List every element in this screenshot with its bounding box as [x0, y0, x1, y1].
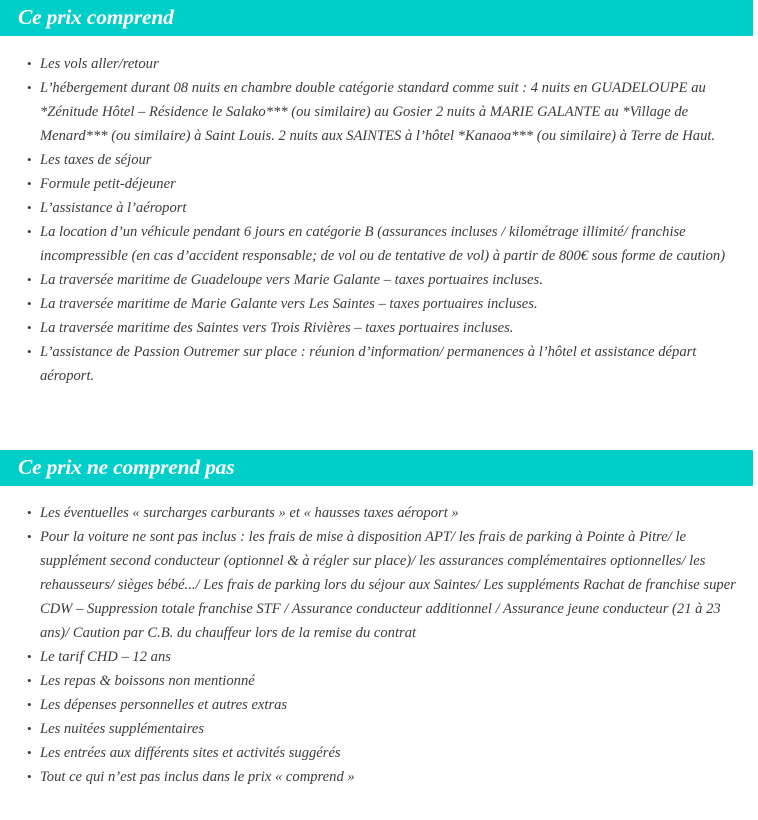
section-header-excluded: [0, 450, 753, 486]
spacer-above-included-list: [0, 36, 758, 52]
list-item: • Tout ce qui n’est pas inclus dans le prix « comprend »: [0, 765, 758, 789]
list-item: • L’assistance à l’aéroport: [0, 196, 758, 220]
list-item: • La traversée maritime de Marie Galante vers Les Saintes – taxes portuaires incluses.: [0, 292, 758, 316]
section-title-excluded: Ce prix ne comprend pas: [18, 455, 235, 479]
included-list: [0, 52, 758, 388]
section-body-included: [0, 52, 758, 388]
spacer-above-excluded-list: [0, 486, 758, 501]
list-item: • Les taxes de séjour: [0, 148, 758, 172]
section-body-excluded: [0, 501, 758, 789]
list-item: • L’hébergement durant 08 nuits en chambre double catégorie standard comme suit : 4 nuits en GUADELOUPE au *Zénitude Hôtel – Résidence le Salako*** (ou similaire) au Gosier 2 nuits à MARIE GALANTE au *Village de Menard*** (ou similaire) à Saint Louis. 2 nuits aux SAINTES à l’hôtel *Kanaoa*** (ou similaire) à Terre de Haut.: [0, 76, 758, 148]
section-title-included: Ce prix comprend: [18, 5, 174, 29]
list-item: • Les nuitées supplémentaires: [0, 717, 758, 741]
list-item: • Formule petit-déjeuner: [0, 172, 758, 196]
list-item: • La location d’un véhicule pendant 6 jours en catégorie B (assurances incluses / kilométrage illimité/ franchise incompressible (en cas d’accident responsable; de vol ou de tentative de vol) à partir de 800€ sous forme de caution): [0, 220, 758, 268]
list-item: • Pour la voiture ne sont pas inclus : les frais de mise à disposition APT/ les frais de parking à Pointe à Pitre/ le supplément second conducteur (optionnel & à régler sur place)/ les assurances complémentaires optionnelles/ les rehausseurs/ sièges bébé.../ Les frais de parking lors du séjour aux Saintes/ Les suppléments Rachat de franchise super CDW – Suppression totale franchise STF / Assurance conducteur additionnel / Assurance jeune conducteur (21 à 23 ans)/ Caution par C.B. du chauffeur lors de la remise du contrat: [0, 525, 758, 645]
list-item: • Le tarif CHD – 12 ans: [0, 645, 758, 669]
excluded-list: [0, 501, 758, 789]
list-item: • Les repas & boissons non mentionné: [0, 669, 758, 693]
list-item: • La traversée maritime de Guadeloupe vers Marie Galante – taxes portuaires incluses.: [0, 268, 758, 292]
list-item: • La traversée maritime des Saintes vers Trois Rivières – taxes portuaires incluses.: [0, 316, 758, 340]
list-item: • L’assistance de Passion Outremer sur place : réunion d’information/ permanences à l’hôtel et assistance départ aéroport.: [0, 340, 758, 388]
list-item: • Les entrées aux différents sites et activités suggérés: [0, 741, 758, 765]
list-item: • Les dépenses personnelles et autres extras: [0, 693, 758, 717]
section-header-included: [0, 0, 753, 36]
spacer-between-sections: [0, 388, 758, 450]
list-item: • Les vols aller/retour: [0, 52, 758, 76]
list-item: • Les éventuelles « surcharges carburants » et « hausses taxes aéroport »: [0, 501, 758, 525]
